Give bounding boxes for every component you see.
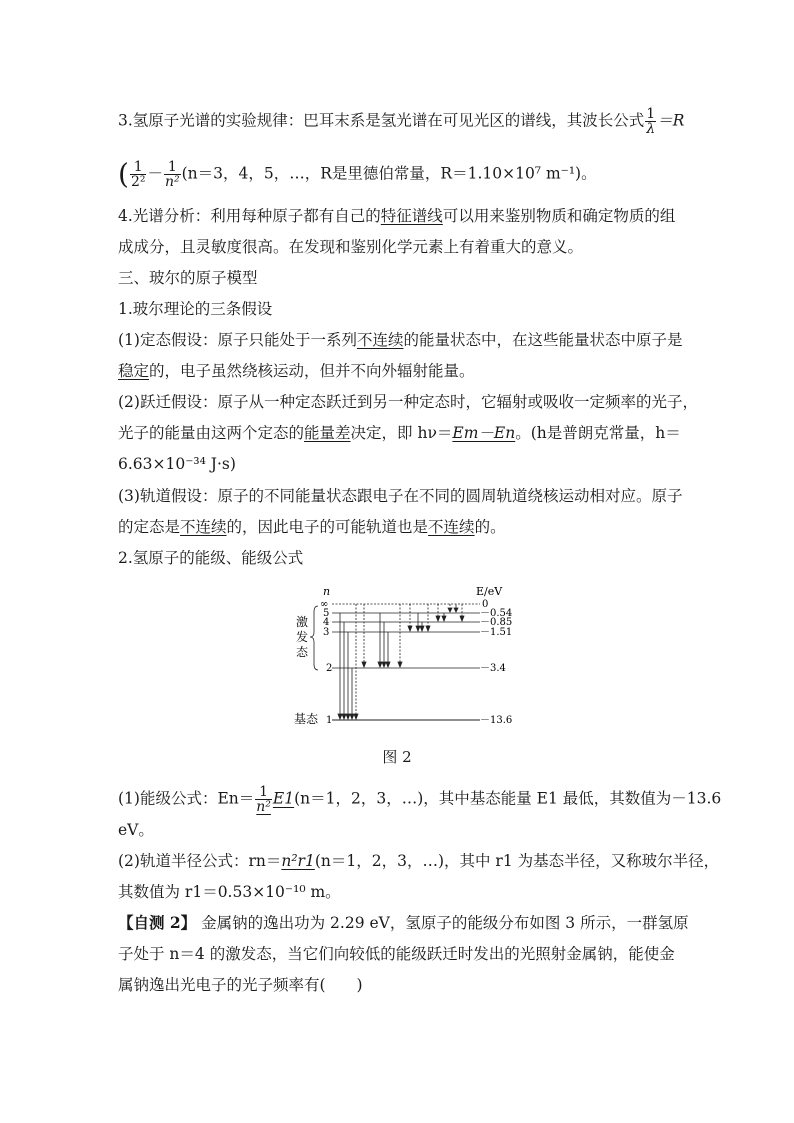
- underlined-term: 不连续: [356, 331, 404, 349]
- excited-state-brace: [310, 606, 318, 670]
- e-axis-label: E/eV: [476, 585, 503, 598]
- level-n-label: 4: [323, 617, 330, 628]
- underlined-term: 稳定: [118, 362, 150, 380]
- ground-state-label: 基态: [294, 712, 319, 726]
- line-orbit-cont: 的定态是不连续的，因此电子的可能轨道也是不连续的。: [118, 518, 506, 536]
- level-energy-label: －0.54: [480, 608, 513, 619]
- line-spectrum-analysis-cont: 成成分，且灵敏度很高。在发现和鉴别化学元素上有着重大的意义。: [118, 238, 584, 256]
- energy-level-diagram: [290, 582, 520, 732]
- level-energy-label: －13.6: [480, 715, 513, 726]
- line-energy-formula-cont: eV。: [118, 821, 154, 839]
- paren-open: (: [118, 157, 129, 191]
- text-segment: 3.氢原子光谱的实验规律：巴耳末系是氢光谱在可见光区的谱线，其波长公式: [118, 111, 645, 130]
- line-stationary-state-cont: 稳定的，电子虽然绕核运动，但并不向外辐射能量。: [118, 362, 475, 380]
- text-segment: ＝R: [657, 111, 685, 130]
- underlined-term: n²r1: [281, 852, 315, 870]
- line-balmer-formula: [118, 107, 698, 136]
- line-planck-value: 6.63×10⁻³⁴ J·s): [118, 455, 236, 473]
- line-transition-cont: 光子的能量由这两个定态的能量差决定，即 hν＝Em－En。(h是普朗克常量，h＝: [118, 424, 681, 442]
- line-self-test-cont: 子处于 n＝4 的激发态，当它们向较低的能级跃迁时发出的光照射金属钠，能使金: [118, 945, 675, 963]
- underlined-term: Em－En: [452, 424, 516, 442]
- excited-state-label: 态: [296, 645, 309, 659]
- figure-caption: 图 2: [382, 748, 412, 766]
- excited-state-label: 激: [296, 615, 309, 629]
- line-radius-formula-cont: 其数值为 r1＝0.53×10⁻¹⁰ m。: [118, 883, 341, 901]
- lyman-transitions: [338, 604, 358, 719]
- text-segment: (n＝3，4，5，…，R是里德伯常量，R＝1.10×10⁷ m⁻¹)。: [181, 164, 597, 183]
- line-self-test: 【自测 2】 金属钠的逸出功为 2.29 eV，氢原子的能级分布如图 3 所示，一群氢原: [118, 913, 689, 932]
- line-balmer-formula-cont: ( $\frac{1}{\text{2²}}$ － $\frac{1}{\text{n²}}$ (n＝3，4，5，…，R是里德伯常量，R＝1.10×10⁷ m⁻¹)。: [118, 157, 597, 191]
- line-transition: (2)跃迁假设：原子从一种定态跃迁到另一种定态时，它辐射或吸收一定频率的光子，: [118, 393, 698, 411]
- level-energy-label: －0.85: [480, 617, 513, 628]
- underlined-term: E1: [272, 789, 295, 808]
- balmer-transitions: [362, 604, 402, 667]
- level-n-label: 1: [326, 715, 333, 726]
- n-axis-label: n: [323, 585, 331, 598]
- subsection-heading: 1.玻尔理论的三条假设: [118, 300, 273, 318]
- excited-state-label: 发: [296, 630, 309, 644]
- level-n-label: 5: [323, 608, 330, 619]
- level-n-label: 3: [323, 627, 330, 638]
- level-energy-label: 0: [482, 599, 489, 610]
- underlined-term: 特征谱线: [380, 207, 443, 225]
- subsection-heading: 2.氢原子的能级、能级公式: [118, 549, 304, 567]
- line-spectrum-analysis: 4.光谱分析：利用每种原子都有自己的特征谱线可以用来鉴别物质和确定物质的组: [118, 207, 676, 225]
- line-stationary-state: (1)定态假设：原子只能处于一系列不连续的能量状态中，在这些能量状态中原子是: [118, 331, 683, 349]
- underlined-term: 不连续: [180, 518, 227, 536]
- line-orbit: (3)轨道假设：原子的不同能量状态跟电子在不同的圆周轨道绕核运动相对应。原子: [118, 487, 683, 505]
- level-energy-label: －3.4: [480, 663, 506, 674]
- paschen-transitions: [408, 604, 430, 631]
- level-n-label: ∞: [320, 599, 329, 610]
- underlined-term: 不连续: [428, 518, 475, 536]
- level-energy-label: －1.51: [480, 627, 513, 638]
- self-test-tag: 【自测 2】: [118, 913, 197, 932]
- section-heading: 三、玻尔的原子模型: [118, 269, 258, 287]
- underlined-term: 能量差: [304, 424, 351, 442]
- high-level-transitions: [436, 604, 464, 621]
- level-n-label: 2: [326, 663, 333, 674]
- line-self-test-cont: 属钠逸出光电子的光子频率有( ): [118, 976, 363, 994]
- fraction-1-over-lambda: $\frac{1}{\lambda}$: [646, 106, 656, 137]
- line-energy-formula: (1)能级公式：En＝ $\frac{1}{\text{n²}}$ E1(n＝1，2，3，…)，其中基态能量 E1 最低，其数值为－13.6: [118, 784, 722, 815]
- line-radius-formula: (2)轨道半径公式：rn＝n²r1(n＝1，2，3，…)，其中 r1 为基态半径，又称玻尔半径，: [118, 852, 720, 870]
